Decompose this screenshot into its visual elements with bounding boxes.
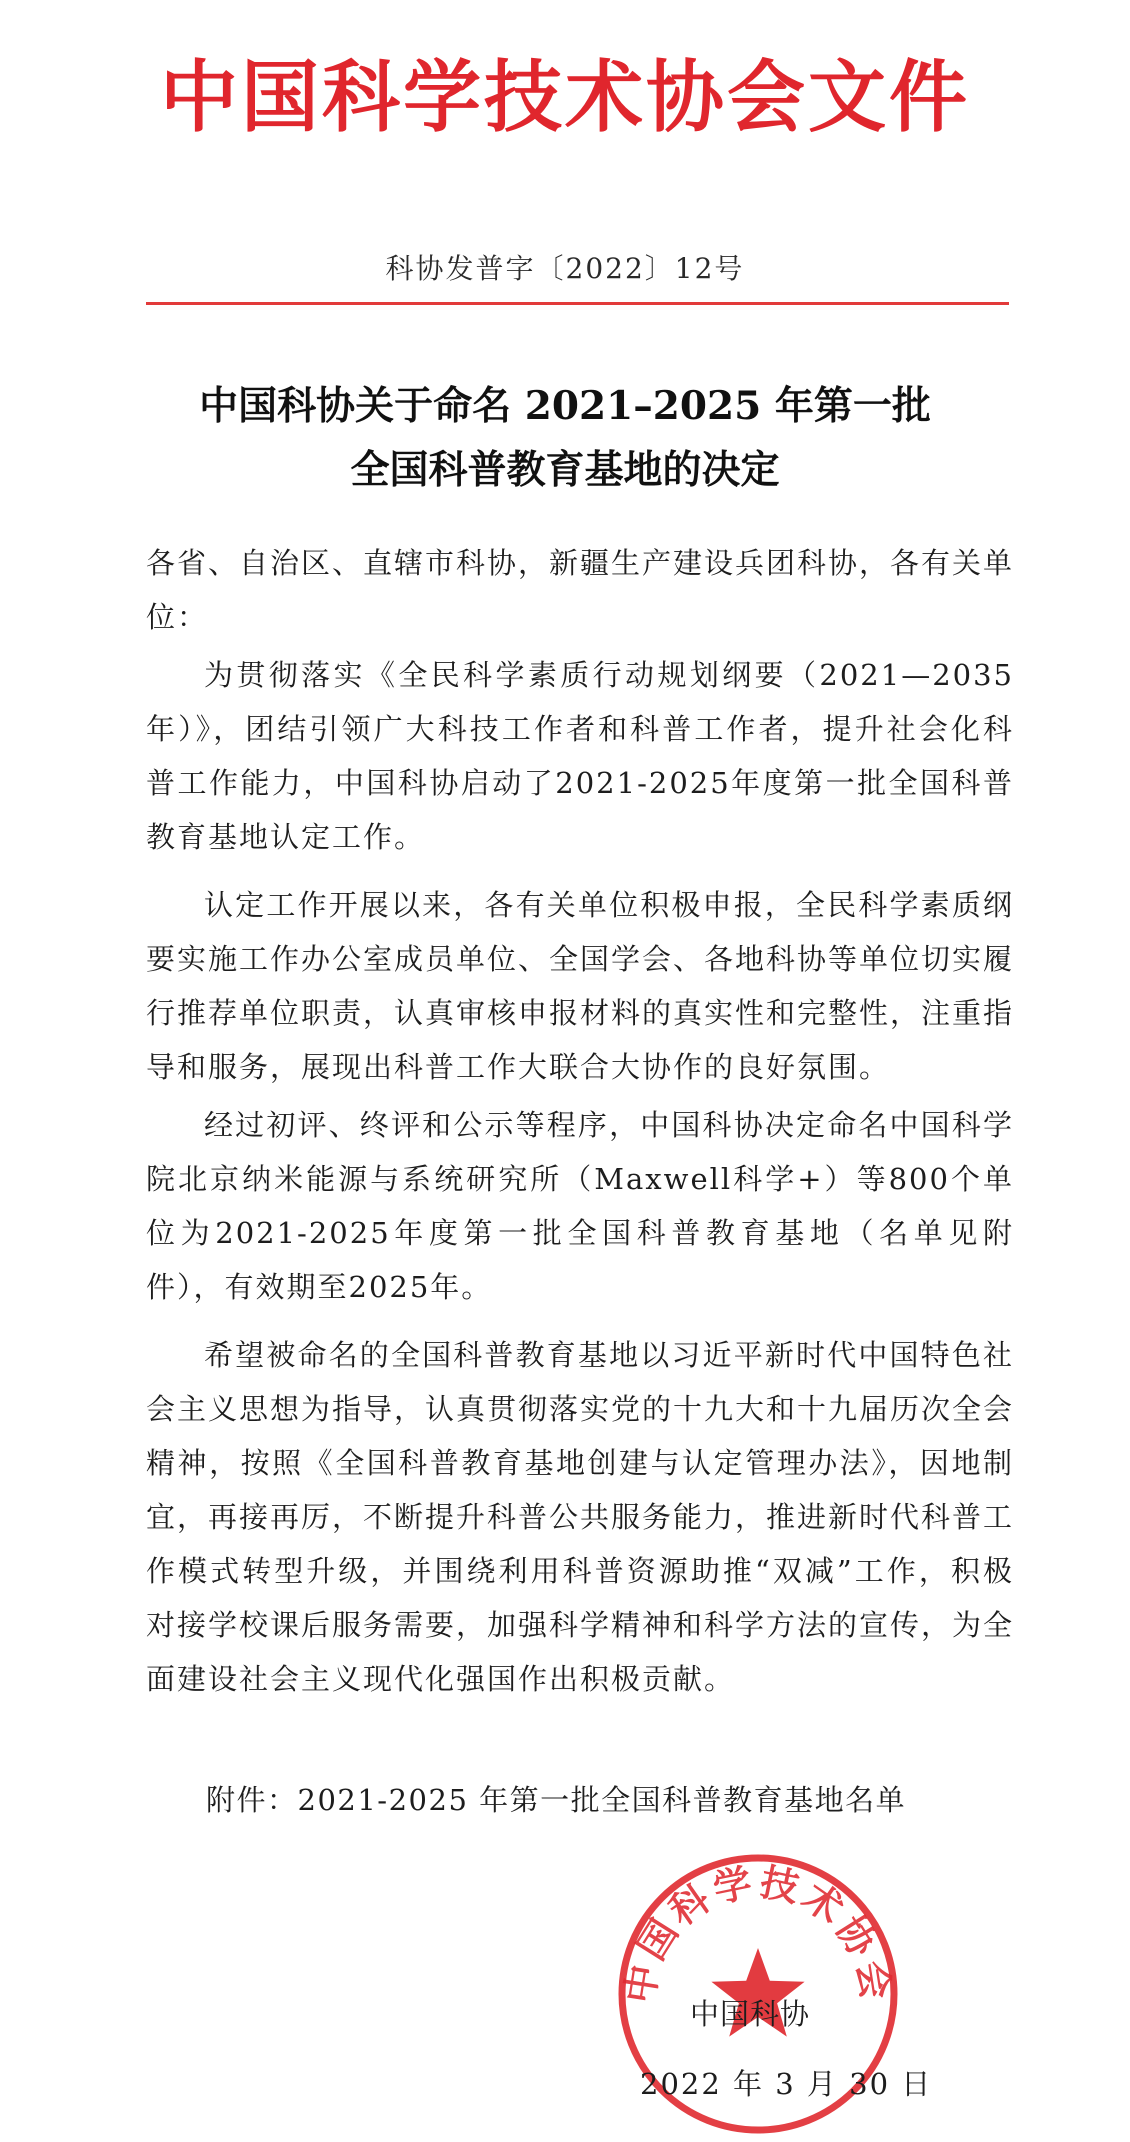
signature-date: 2022 年 3 月 30 日 [640,2067,933,2101]
body-paragraph: 为贯彻落实《全民科学素质行动规划纲要（2021—2035年）》，团结引领广大科技工作者和科普工作者，提升社会化科普工作能力，中国科协启动了2021-2025年度第一批全国科普教育基地认定工作。 [146,658,1014,854]
signature-organization: 中国科协 [690,1997,811,2031]
body-paragraph: 认定工作开展以来，各有关单位积极申报，全民科学素质纲要实施工作办公室成员单位、全国学会、各地科协等单位切实履行推荐单位职责，认真审核申报材料的真实性和完整性，注重指导和服务，展现出科普工作大联合大协作的良好氛围。 [146,888,1015,1084]
document-number: 科协发普字〔2022〕12号 [385,252,745,285]
document-body [146,536,1014,1706]
body-paragraph: 经过初评、终评和公示等程序，中国科协决定命名中国科学院北京纳米能源与系统研究所（Maxwell科学+）等800个单位为2021-2025年度第一批全国科普教育基地（名单见附件），有效期至2025年。 [146,1108,1014,1304]
body-paragraph: 希望被命名的全国科普教育基地以习近平新时代中国特色社会主义思想为指导，认真贯彻落实党的十九大和十九届历次全会精神，按照《全国科普教育基地创建与认定管理办法》，因地制宜，再接再厉，不断提升科普公共服务能力，推进新时代科普工作模式转型升级，并围绕利用科普资源助推“双减”工作，积极对接学校课后服务需要，加强科学精神和科学方法的宣传，为全面建设社会主义现代化强国作出积极贡献。 [146,1338,1015,1696]
document-title-line-2: 全国科普教育基地的决定 [350,447,780,493]
red-divider-line [146,302,1009,305]
document-title-line-1: 中国科协关于命名 2021–2025 年第一批 [199,383,931,429]
org-header-title: 中国科学技术协会文件 [159,53,970,143]
salutation: 各省、自治区、直辖市科协，新疆生产建设兵团科协，各有关单位： [146,546,1015,634]
seal-text: 中国科学技术协会 [617,1859,899,2007]
attachment-note: 附件：2021-2025 年第一批全国科普教育基地名单 [206,1783,907,1817]
document-title [0,374,1130,502]
